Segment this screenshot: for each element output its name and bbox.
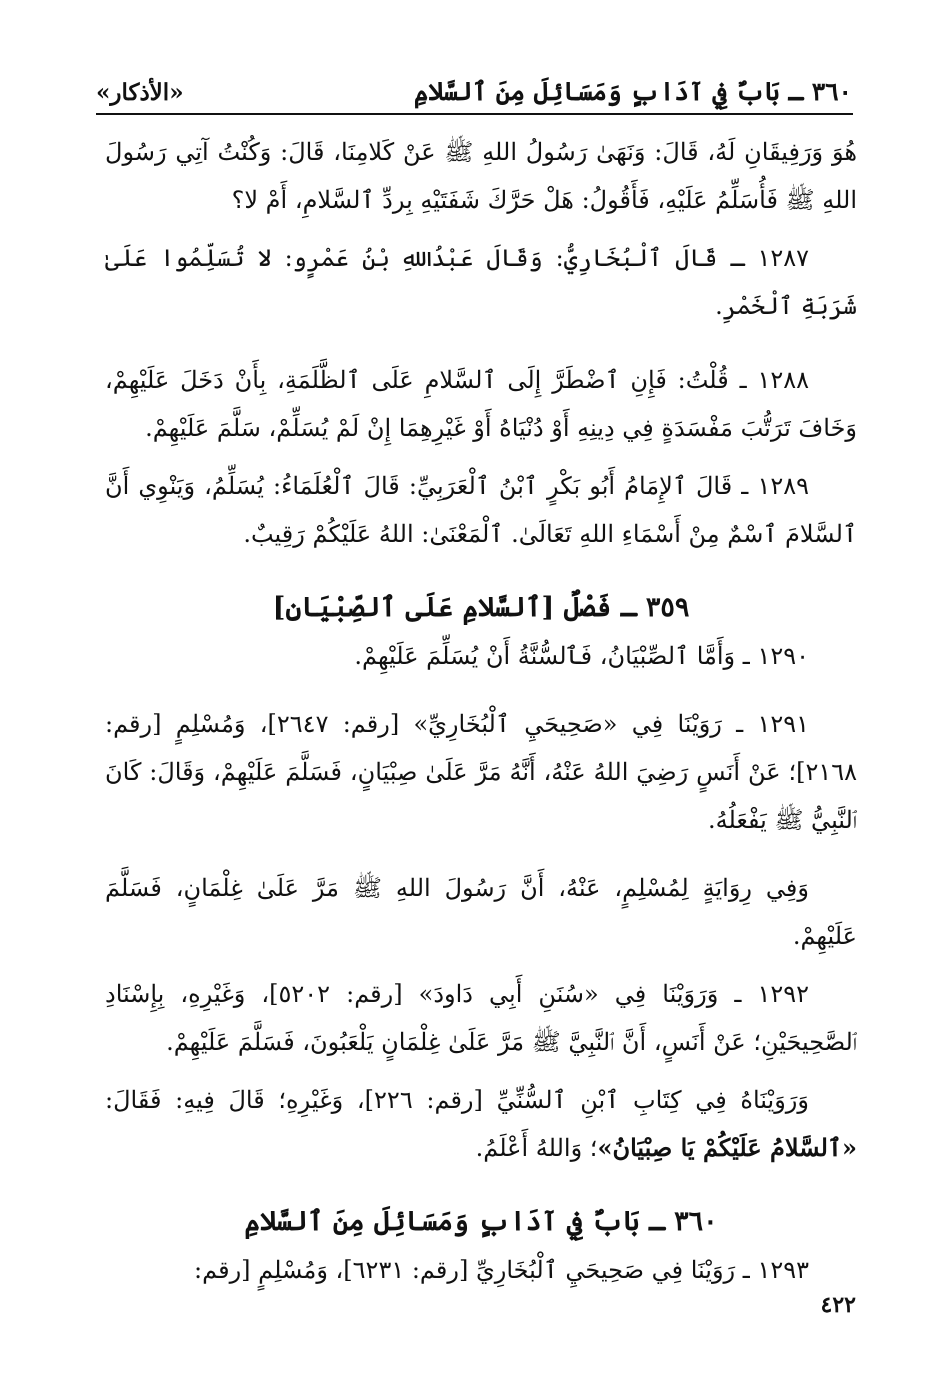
running-header-book-title: «الأذكار» — [96, 79, 184, 106]
paragraph-continuation: هُوَ وَرَفِيقَانِ لَهُ، قَالَ: وَنَهَىٰ رَسُولُ اللهِ ﷺ عَنْ كَلامِنَا، قَالَ: وَكُنْتُ آتِي رَسُولَ اللهِ ﷺ فَأُسَلِّمُ عَلَيْهِ، فَأَقُولُ: هَلْ حَرَّكَ شَفَتَيْهِ بِردِّ ٱلسَّلامِ، أَمْ لا؟ — [105, 138, 857, 214]
narration-text-start: وَرَوَيْنَاهُ فِي كِتَابِ ٱبْنِ ٱلسُّنِّيِّ [رقم: ٢٢٦]، وَغَيْرِهِ؛ قَالَ فِيهِ: فَقَالَ: — [105, 1086, 809, 1114]
paragraph-1291-muslim-narration: وَفِي رِوَايَةٍ لِمُسْلِمٍ، عَنْهُ، أَنَّ رَسُولَ اللهِ ﷺ مَرَّ عَلَىٰ غِلْمَانٍ، فَسَلَّمَ عَلَيْهِمْ. — [105, 874, 857, 950]
paragraph-1287: ١٢٨٧ ـ قَالَ ٱلْبُخَارِيُّ: وَقَالَ عَبْدُاللهِ بْنُ عَمْرٍو: لا تُسَلِّمُوا عَلَىٰ شَرَبَةِ ٱلْخَمْرِ. — [105, 244, 857, 320]
greeting-quote: «ٱلسَّلامُ عَلَيْكُمْ يَا صِبْيَانُ» — [597, 1133, 857, 1162]
narration-text-end: ؛ وَاللهُ أَعْلَمُ. — [475, 1134, 598, 1162]
section-heading-359: ٣٥٩ ـ فَصْلٌ [ٱلسَّلامِ عَلَى ٱلصِّبْيَانِ] — [272, 592, 690, 623]
page-body — [105, 128, 857, 1294]
paragraph-1292-ibn-sunni-narration — [105, 1076, 857, 1172]
paragraph-1291: ١٢٩١ ـ رَوَيْنَا فِي «صَحِيحَيِ ٱلْبُخَارِيِّ» [رقم: ٢٦٤٧]، وَمُسْلِمٍ [رقم: ٢١٦٨]؛ عَنْ أَنَسٍ رَضِيَ اللهُ عَنْهُ، أَنَّهُ مَرَّ عَلَىٰ صِبْيَانٍ، فَسَلَّمَ عَلَيْهِمْ، وَقَالَ: كَانَ ٱلنَّبِيُّ ﷺ يَفْعَلُهُ. — [105, 710, 858, 834]
paragraph-1292: ١٢٩٢ ـ وَرَوَيْنَا فِي «سُنَنِ أَبِي دَاودَ» [رقم: ٥٢٠٢]، وَغَيْرِهِ، بِإِسْنَادِ ٱلصَّحِيحَيْنِ؛ عَنْ أَنَسٍ، أَنَّ ٱلنَّبِيَّ ﷺ مَرَّ عَلَىٰ غِلْمَانٍ يَلْعَبُونَ، فَسَلَّمَ عَلَيْهِمْ. — [105, 980, 857, 1056]
paragraph-1290: ١٢٩٠ ـ وَأَمَّا ٱلصِّبْيَانُ، فَٱلسُّنَّةُ أَنْ يُسَلِّمَ عَلَيْهِمْ. — [354, 642, 809, 670]
section-heading-360: ٣٦٠ ـ بَابٌ فِي آدَابٍ وَمَسَائِلَ مِنَ ٱلسَّلامِ — [244, 1206, 718, 1237]
running-header-chapter-title: ٣٦٠ ـ بَابٌ فِي آدَابٍ وَمَسَائِلَ مِنَ ٱلسَّلامِ — [413, 77, 852, 106]
header-divider — [96, 113, 853, 115]
page-number: ٤٢٢ — [820, 1292, 856, 1318]
paragraph-1289: ١٢٨٩ ـ قَالَ ٱلإِمَامُ أَبُو بَكْرٍ ٱبْنُ ٱلْعَرَبِيِّ: قَالَ ٱلْعُلَمَاءُ: يُسَلِّمُ، وَيَنْوِي أَنَّ ٱلسَّلامَ ٱسْمٌ مِنْ أَسْمَاءِ اللهِ تَعَالَىٰ. ٱلْمَعْنَىٰ: اللهُ عَلَيْكُمْ رَقِيبٌ. — [105, 472, 857, 548]
paragraph-1288: ١٢٨٨ ـ قُلْتُ: فَإِنِ ٱضْطَرَّ إِلَى ٱلسَّلامِ عَلَى ٱلظَّلَمَةِ، بِأَنْ دَخَلَ عَلَيْهِمْ، وَخَافَ تَرَتُّبَ مَفْسَدَةٍ فِي دِينِهِ أَوْ دُنْيَاهُ أَوْ غَيْرِهِمَا إِنْ لَمْ يُسَلِّمْ، سَلَّمَ عَلَيْهِمْ. — [105, 366, 857, 442]
paragraph-1293: ١٢٩٣ ـ رَوَيْنَا فِي صَحِيحَيِ ٱلْبُخَارِيِّ [رقم: ٦٢٣١]، وَمُسْلِمٍ [رقم: — [194, 1256, 809, 1284]
running-header — [96, 62, 852, 106]
